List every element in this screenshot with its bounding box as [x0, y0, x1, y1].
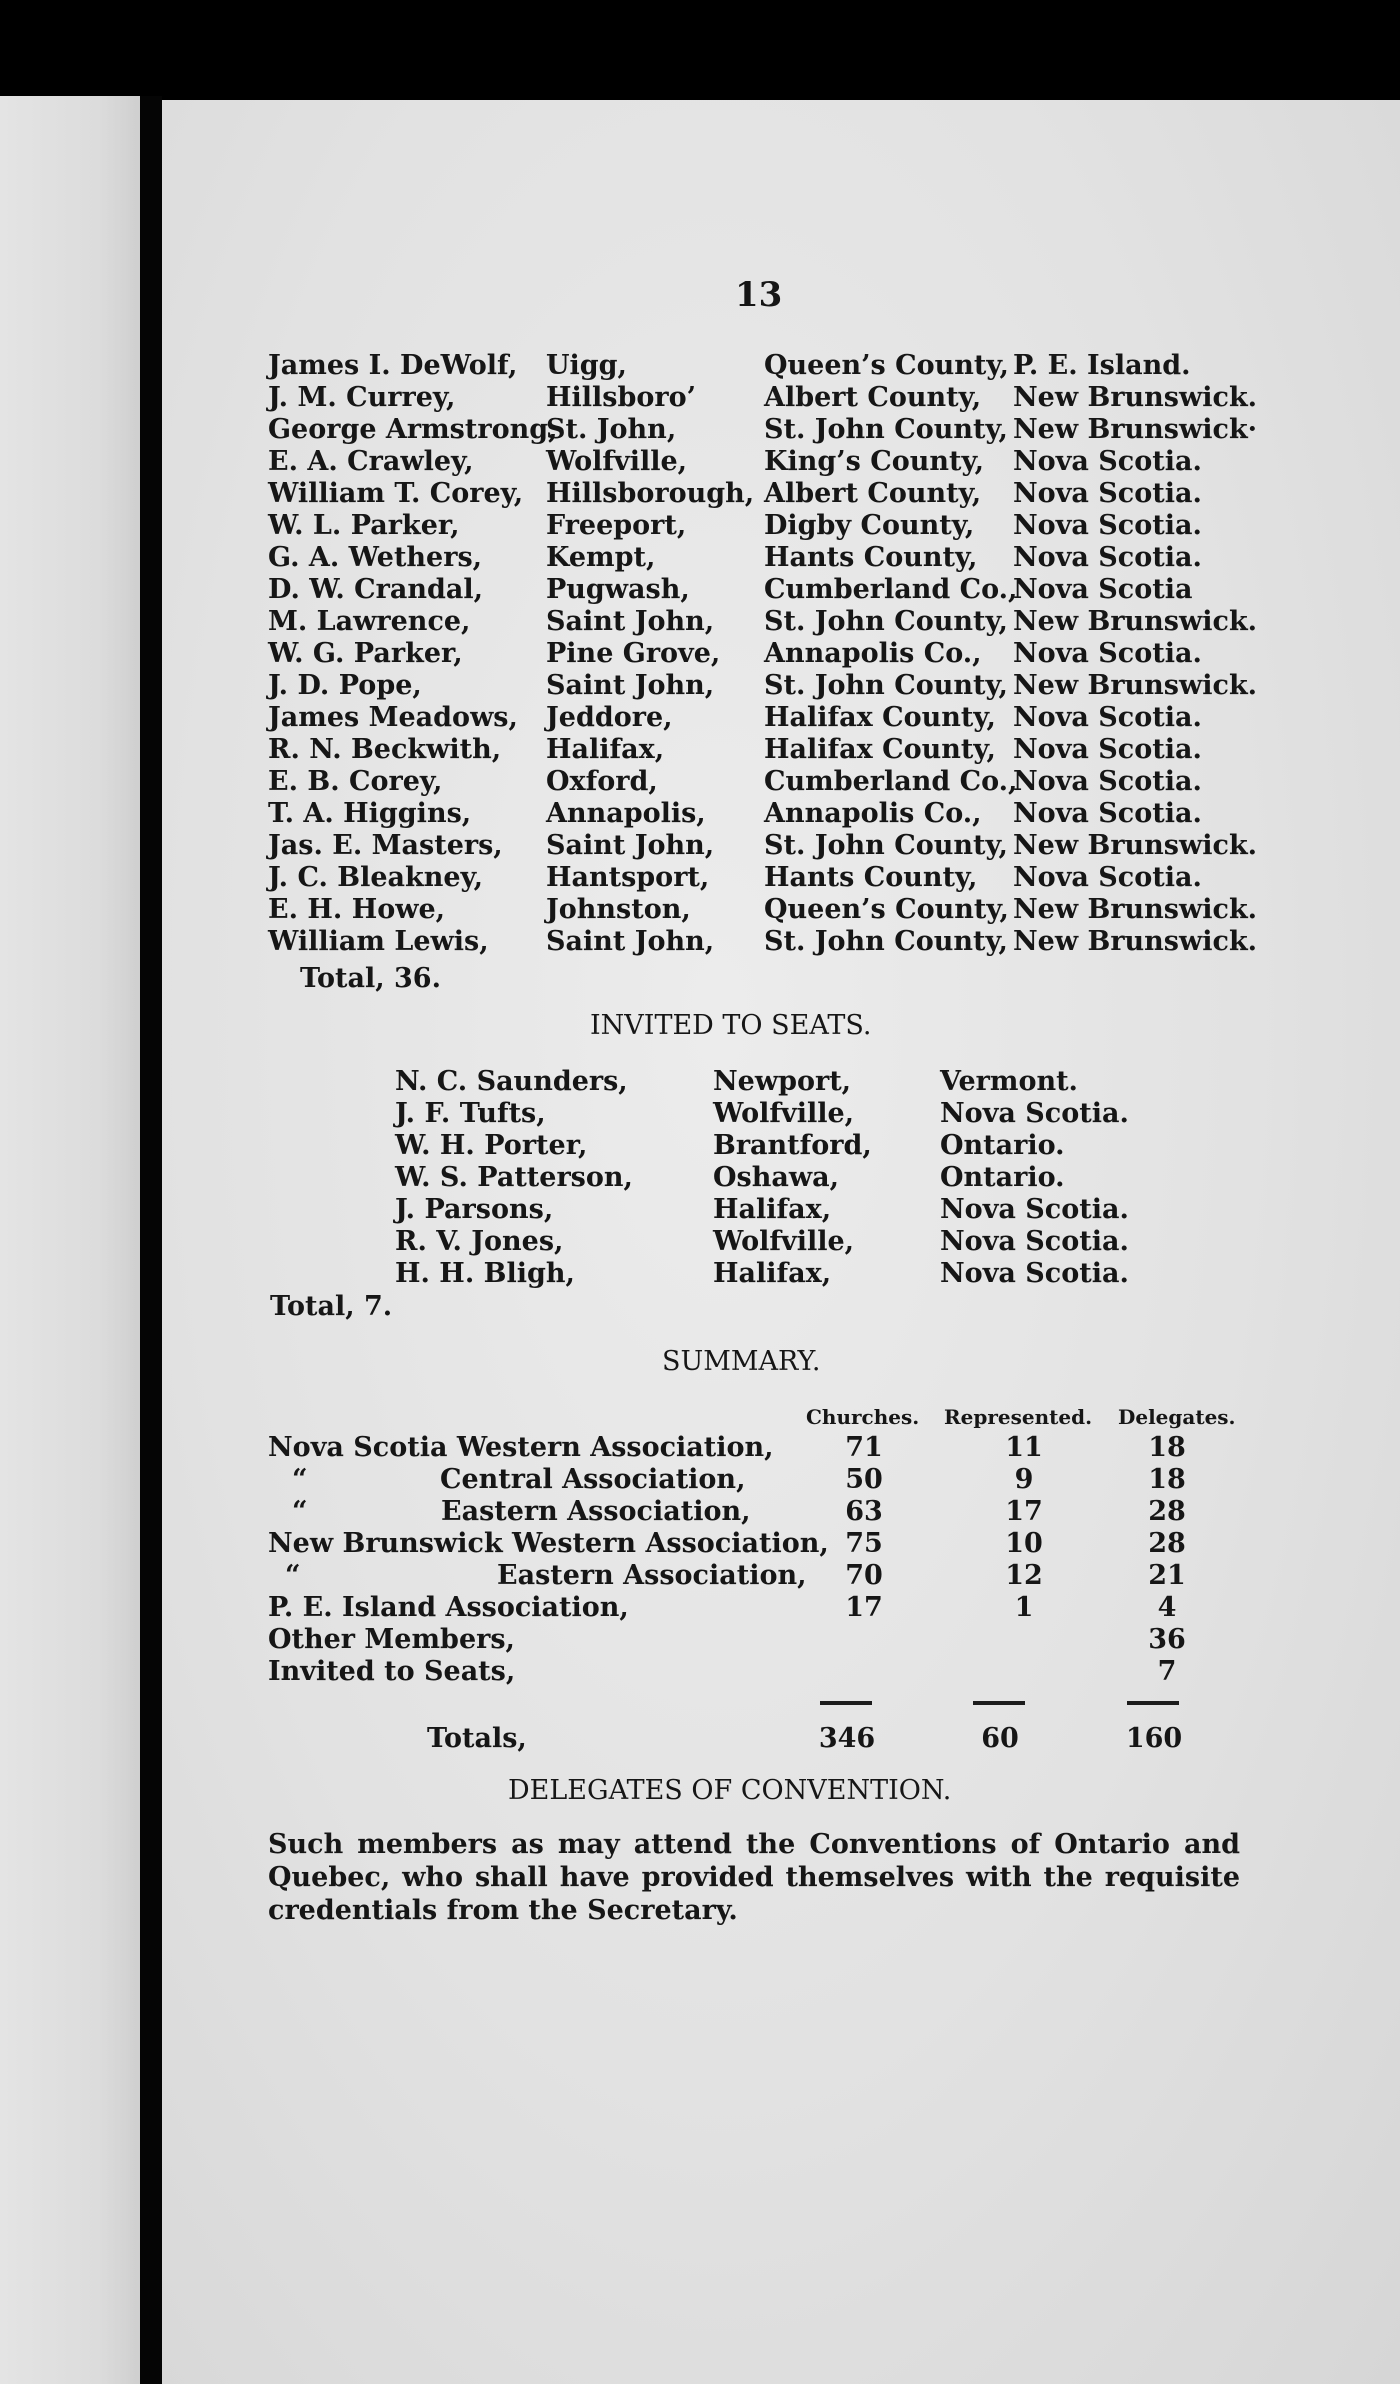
member-county: King’s County,: [764, 446, 984, 477]
summary-row-label: Other Members,: [268, 1624, 515, 1655]
member-county: Albert County,: [764, 478, 982, 509]
member-name: William T. Corey,: [268, 478, 524, 509]
member-province: Nova Scotia.: [1013, 798, 1202, 829]
invited-name: W. H. Porter,: [395, 1130, 588, 1161]
summary-churches: 71: [845, 1432, 883, 1463]
summary-row-label: Eastern Association,: [497, 1560, 807, 1591]
invited-name: N. C. Saunders,: [395, 1066, 628, 1097]
invited-place: Wolfville,: [713, 1226, 855, 1257]
summary-represented: 12: [1005, 1560, 1043, 1591]
total-delegates: 160: [1125, 1723, 1183, 1754]
summary-churches: 17: [845, 1592, 883, 1623]
invited-place: Newport,: [713, 1066, 852, 1097]
member-province: New Brunswick.: [1013, 830, 1258, 861]
member-county: St. John County,: [764, 670, 1008, 701]
rule-delegates: [1127, 1701, 1179, 1705]
member-name: E. A. Crawley,: [268, 446, 474, 477]
member-province: Nova Scotia.: [1013, 542, 1202, 573]
member-place: Kempt,: [546, 542, 656, 573]
member-place: Wolfville,: [546, 446, 688, 477]
summary-delegates: 18: [1148, 1464, 1186, 1495]
member-place: Oxford,: [546, 766, 658, 797]
member-place: Hillsboro’: [546, 382, 697, 413]
member-county: Hants County,: [764, 862, 978, 893]
summary-delegates: 4: [1157, 1592, 1177, 1623]
member-province: Nova Scotia: [1013, 574, 1193, 605]
ditto-mark: “: [292, 1496, 308, 1527]
summary-represented: 17: [1005, 1496, 1043, 1527]
member-place: Uigg,: [546, 350, 627, 381]
member-province: New Brunswick.: [1013, 894, 1258, 925]
summary-row-label: Central Association,: [440, 1464, 746, 1495]
summary-represented: 10: [1005, 1528, 1043, 1559]
member-name: W. G. Parker,: [268, 638, 463, 669]
summary-delegates: 28: [1148, 1496, 1186, 1527]
member-name: R. N. Beckwith,: [268, 734, 502, 765]
member-name: Jas. E. Masters,: [268, 830, 503, 861]
invited-name: J. F. Tufts,: [395, 1098, 546, 1129]
invited-province: Ontario.: [940, 1162, 1065, 1193]
member-place: Johnston,: [546, 894, 691, 925]
member-county: Cumberland Co.,: [764, 574, 1018, 605]
member-name: W. L. Parker,: [268, 510, 460, 541]
totals-label: Totals,: [427, 1723, 527, 1754]
ditto-mark: “: [285, 1560, 301, 1591]
member-province: Nova Scotia.: [1013, 446, 1202, 477]
member-province: Nova Scotia.: [1013, 638, 1202, 669]
member-place: Annapolis,: [546, 798, 706, 829]
invited-province: Nova Scotia.: [940, 1258, 1129, 1289]
total-churches: 346: [818, 1723, 876, 1754]
member-place: Saint John,: [546, 926, 715, 957]
member-province: New Brunswick·: [1013, 414, 1258, 445]
scan-top-border: [0, 0, 1400, 96]
invited-province: Vermont.: [940, 1066, 1078, 1097]
invited-name: J. Parsons,: [395, 1194, 554, 1225]
summary-churches: 63: [845, 1496, 883, 1527]
member-county: Hants County,: [764, 542, 978, 573]
invited-name: R. V. Jones,: [395, 1226, 564, 1257]
facing-page-edge: [0, 96, 140, 2384]
member-name: William Lewis,: [268, 926, 489, 957]
member-name: E. H. Howe,: [268, 894, 446, 925]
member-county: St. John County,: [764, 830, 1008, 861]
members-total: Total, 36.: [300, 963, 441, 994]
member-place: St. John,: [546, 414, 677, 445]
invited-place: Halifax,: [713, 1194, 832, 1225]
summary-row-label: Eastern Association,: [441, 1496, 751, 1527]
ditto-mark: “: [292, 1464, 308, 1495]
member-county: Digby County,: [764, 510, 975, 541]
member-name: J. C. Bleakney,: [268, 862, 484, 893]
invited-province: Ontario.: [940, 1130, 1065, 1161]
summary-row-label: P. E. Island Association,: [268, 1592, 629, 1623]
invited-province: Nova Scotia.: [940, 1194, 1129, 1225]
summary-delegates: 7: [1157, 1656, 1177, 1687]
invited-province: Nova Scotia.: [940, 1226, 1129, 1257]
member-place: Hillsborough,: [546, 478, 755, 509]
invited-place: Brantford,: [713, 1130, 872, 1161]
invited-name: H. H. Bligh,: [395, 1258, 575, 1289]
summary-delegates: 28: [1148, 1528, 1186, 1559]
summary-delegates: 18: [1148, 1432, 1186, 1463]
member-county: Queen’s County,: [764, 894, 1009, 925]
member-province: P. E. Island.: [1013, 350, 1191, 381]
invited-place: Wolfville,: [713, 1098, 855, 1129]
member-name: James I. DeWolf,: [268, 350, 518, 381]
member-place: Hantsport,: [546, 862, 710, 893]
member-place: Saint John,: [546, 670, 715, 701]
member-county: Cumberland Co.,: [764, 766, 1018, 797]
member-county: Albert County,: [764, 382, 982, 413]
member-county: Annapolis Co.,: [764, 638, 982, 669]
member-place: Freeport,: [546, 510, 687, 541]
member-county: St. John County,: [764, 606, 1008, 637]
member-province: Nova Scotia.: [1013, 702, 1202, 733]
summary-delegates: 21: [1148, 1560, 1186, 1591]
member-place: Saint John,: [546, 830, 715, 861]
summary-churches: 50: [845, 1464, 883, 1495]
member-name: E. B. Corey,: [268, 766, 443, 797]
summary-churches: 70: [845, 1560, 883, 1591]
col-churches-header: Churches.: [806, 1405, 920, 1429]
summary-row-label: Invited to Seats,: [268, 1656, 516, 1687]
total-represented: 60: [981, 1723, 1019, 1754]
member-name: George Armstrong,: [268, 414, 558, 445]
summary-represented: 9: [1014, 1464, 1034, 1495]
summary-delegates: 36: [1148, 1624, 1186, 1655]
member-province: Nova Scotia.: [1013, 734, 1202, 765]
summary-churches: 75: [845, 1528, 883, 1559]
member-province: New Brunswick.: [1013, 382, 1258, 413]
page-number: 13: [735, 275, 783, 315]
member-province: New Brunswick.: [1013, 606, 1258, 637]
member-county: St. John County,: [764, 414, 1008, 445]
invited-total: Total, 7.: [270, 1291, 393, 1322]
member-province: Nova Scotia.: [1013, 478, 1202, 509]
member-name: James Meadows,: [268, 702, 518, 733]
member-province: Nova Scotia.: [1013, 510, 1202, 541]
member-county: Halifax County,: [764, 734, 996, 765]
member-name: D. W. Crandal,: [268, 574, 484, 605]
col-delegates-header: Delegates.: [1118, 1405, 1236, 1429]
member-name: M. Lawrence,: [268, 606, 471, 637]
member-province: New Brunswick.: [1013, 670, 1258, 701]
member-county: Queen’s County,: [764, 350, 1009, 381]
rule-churches: [820, 1701, 872, 1705]
member-name: J. M. Currey,: [268, 382, 456, 413]
member-county: St. John County,: [764, 926, 1008, 957]
member-place: Pugwash,: [546, 574, 690, 605]
book-gutter: [140, 96, 162, 2384]
member-province: New Brunswick.: [1013, 926, 1258, 957]
member-county: Annapolis Co.,: [764, 798, 982, 829]
summary-represented: 11: [1005, 1432, 1043, 1463]
invited-name: W. S. Patterson,: [395, 1162, 633, 1193]
summary-heading: SUMMARY.: [662, 1346, 821, 1377]
invited-place: Halifax,: [713, 1258, 832, 1289]
member-place: Jeddore,: [546, 702, 673, 733]
rule-represented: [973, 1701, 1025, 1705]
invited-province: Nova Scotia.: [940, 1098, 1129, 1129]
member-province: Nova Scotia.: [1013, 766, 1202, 797]
member-place: Pine Grove,: [546, 638, 721, 669]
delegates-heading: DELEGATES OF CONVENTION.: [508, 1775, 952, 1806]
delegates-paragraph: Such members as may attend the Conventions of Ontario and Quebec, who shall have provided themselves with the requisite credentials from the Secretary.: [268, 1829, 1240, 1926]
member-province: Nova Scotia.: [1013, 862, 1202, 893]
summary-row-label: New Brunswick Western Association,: [268, 1528, 829, 1559]
invited-place: Oshawa,: [713, 1162, 839, 1193]
member-name: J. D. Pope,: [268, 670, 422, 701]
member-county: Halifax County,: [764, 702, 996, 733]
member-name: T. A. Higgins,: [268, 798, 472, 829]
member-name: G. A. Wethers,: [268, 542, 483, 573]
member-place: Saint John,: [546, 606, 715, 637]
summary-row-label: Nova Scotia Western Association,: [268, 1432, 774, 1463]
member-place: Halifax,: [546, 734, 665, 765]
summary-represented: 1: [1014, 1592, 1034, 1623]
invited-heading: INVITED TO SEATS.: [590, 1010, 872, 1041]
col-represented-header: Represented.: [944, 1405, 1093, 1429]
